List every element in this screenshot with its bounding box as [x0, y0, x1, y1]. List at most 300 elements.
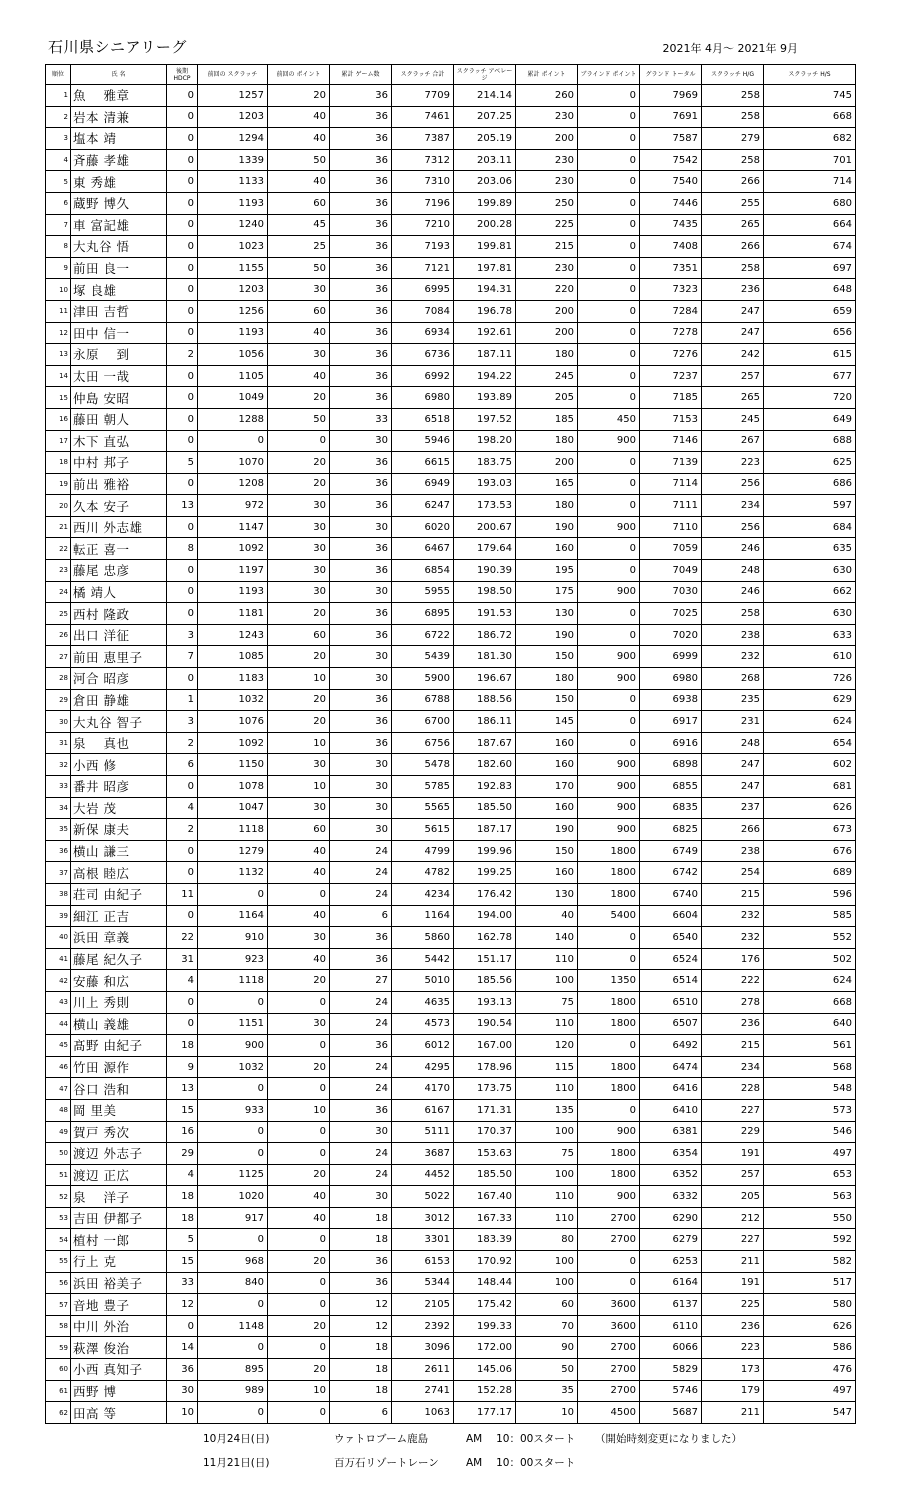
cell-scratch-total: 6518	[392, 408, 454, 430]
cell-scratch-average: 181.30	[454, 646, 516, 668]
cell-scratch-total: 6995	[392, 279, 454, 301]
cell-name: 小西 真知子	[71, 1359, 167, 1381]
table-row	[46, 581, 856, 603]
cell-scratch-hs: 676	[764, 840, 856, 862]
cell-hdcp: 0	[167, 300, 198, 322]
cell-scratch-hg: 242	[702, 344, 764, 366]
table-row	[46, 1056, 856, 1078]
cell-prev-points: 30	[268, 516, 330, 538]
cell-prev-scratch: 968	[198, 1251, 268, 1273]
cell-prev-points: 40	[268, 1207, 330, 1229]
cell-name: 西野 博	[71, 1380, 167, 1402]
cell-scratch-total: 5442	[392, 948, 454, 970]
cell-total-points: 110	[516, 1186, 578, 1208]
cell-blind-points: 0	[578, 732, 640, 754]
cell-rank: 23	[46, 560, 71, 582]
cell-rank: 42	[46, 970, 71, 992]
cell-prev-scratch: 1183	[198, 668, 268, 690]
header-row	[46, 65, 856, 85]
cell-games: 36	[330, 344, 392, 366]
table-row	[46, 991, 856, 1013]
cell-scratch-hg: 258	[702, 149, 764, 171]
cell-rank: 7	[46, 214, 71, 236]
cell-scratch-average: 197.52	[454, 408, 516, 430]
schedule-venue: 百万石リゾートレーン	[334, 1457, 439, 1469]
cell-scratch-hs: 602	[764, 754, 856, 776]
cell-total-points: 110	[516, 1207, 578, 1229]
cell-blind-points: 900	[578, 668, 640, 690]
cell-hdcp: 2	[167, 732, 198, 754]
cell-scratch-average: 176.42	[454, 883, 516, 905]
cell-scratch-average: 192.83	[454, 776, 516, 798]
cell-scratch-hg: 211	[702, 1402, 764, 1424]
cell-total-points: 100	[516, 1251, 578, 1273]
cell-prev-points: 0	[268, 1294, 330, 1316]
cell-total-points: 175	[516, 581, 578, 603]
cell-scratch-average: 152.28	[454, 1380, 516, 1402]
cell-rank: 8	[46, 236, 71, 258]
cell-blind-points: 900	[578, 776, 640, 798]
cell-grand-total: 6604	[640, 905, 702, 927]
cell-prev-points: 40	[268, 1186, 330, 1208]
cell-games: 24	[330, 1143, 392, 1165]
cell-total-points: 40	[516, 905, 578, 927]
table-row	[46, 927, 856, 949]
cell-hdcp: 29	[167, 1143, 198, 1165]
cell-games: 36	[330, 624, 392, 646]
cell-hdcp: 0	[167, 840, 198, 862]
cell-rank: 13	[46, 344, 71, 366]
cell-total-points: 100	[516, 970, 578, 992]
cell-scratch-average: 187.17	[454, 819, 516, 841]
cell-name: 藤田 朝人	[71, 408, 167, 430]
cell-scratch-hs: 476	[764, 1359, 856, 1381]
cell-scratch-total: 3096	[392, 1337, 454, 1359]
header-hdcp: 後期 HDCP	[167, 65, 198, 85]
cell-games: 36	[330, 1035, 392, 1057]
cell-scratch-average: 199.25	[454, 862, 516, 884]
cell-scratch-hg: 205	[702, 1186, 764, 1208]
cell-grand-total: 6825	[640, 819, 702, 841]
cell-scratch-hs: 726	[764, 668, 856, 690]
cell-games: 36	[330, 257, 392, 279]
cell-prev-scratch: 895	[198, 1359, 268, 1381]
cell-scratch-total: 5022	[392, 1186, 454, 1208]
cell-grand-total: 7146	[640, 430, 702, 452]
table-row	[46, 1380, 856, 1402]
cell-name: 大丸谷 智子	[71, 711, 167, 733]
cell-rank: 62	[46, 1402, 71, 1424]
cell-name: 田中 信一	[71, 322, 167, 344]
cell-scratch-hg: 238	[702, 840, 764, 862]
cell-scratch-hg: 234	[702, 495, 764, 517]
cell-rank: 46	[46, 1056, 71, 1078]
cell-hdcp: 2	[167, 819, 198, 841]
cell-grand-total: 7540	[640, 171, 702, 193]
cell-scratch-average: 198.50	[454, 581, 516, 603]
cell-hdcp: 0	[167, 236, 198, 258]
cell-scratch-hs: 552	[764, 927, 856, 949]
cell-scratch-hg: 278	[702, 991, 764, 1013]
cell-games: 30	[330, 1121, 392, 1143]
cell-hdcp: 2	[167, 344, 198, 366]
cell-scratch-total: 6700	[392, 711, 454, 733]
cell-prev-scratch: 1056	[198, 344, 268, 366]
cell-rank: 9	[46, 257, 71, 279]
cell-games: 36	[330, 711, 392, 733]
cell-blind-points: 0	[578, 128, 640, 150]
cell-grand-total: 6855	[640, 776, 702, 798]
cell-scratch-hg: 267	[702, 430, 764, 452]
cell-hdcp: 5	[167, 1229, 198, 1251]
cell-prev-points: 10	[268, 776, 330, 798]
cell-total-points: 150	[516, 646, 578, 668]
cell-scratch-hg: 266	[702, 171, 764, 193]
cell-scratch-total: 6992	[392, 365, 454, 387]
cell-scratch-total: 6895	[392, 603, 454, 625]
cell-blind-points: 900	[578, 516, 640, 538]
cell-total-points: 180	[516, 668, 578, 690]
cell-scratch-hs: 648	[764, 279, 856, 301]
header-prev-scratch: 前回の スクラッチ	[198, 65, 268, 85]
cell-scratch-hs: 664	[764, 214, 856, 236]
cell-scratch-average: 191.53	[454, 603, 516, 625]
cell-prev-points: 40	[268, 840, 330, 862]
cell-total-points: 100	[516, 1164, 578, 1186]
cell-prev-scratch: 1032	[198, 689, 268, 711]
cell-scratch-hg: 235	[702, 689, 764, 711]
cell-name: 浜田 裕美子	[71, 1272, 167, 1294]
cell-scratch-average: 194.22	[454, 365, 516, 387]
table-row	[46, 387, 856, 409]
cell-hdcp: 0	[167, 776, 198, 798]
cell-scratch-average: 193.89	[454, 387, 516, 409]
cell-name: 前田 良一	[71, 257, 167, 279]
cell-prev-points: 20	[268, 387, 330, 409]
cell-scratch-average: 187.11	[454, 344, 516, 366]
cell-scratch-hg: 223	[702, 1337, 764, 1359]
cell-prev-scratch: 0	[198, 1337, 268, 1359]
cell-name: 植村 一郎	[71, 1229, 167, 1251]
cell-scratch-hs: 682	[764, 128, 856, 150]
cell-rank: 60	[46, 1359, 71, 1381]
cell-scratch-hg: 236	[702, 1013, 764, 1035]
cell-prev-points: 40	[268, 171, 330, 193]
cell-scratch-total: 4782	[392, 862, 454, 884]
cell-scratch-total: 2392	[392, 1315, 454, 1337]
cell-grand-total: 7351	[640, 257, 702, 279]
cell-hdcp: 0	[167, 149, 198, 171]
cell-total-points: 135	[516, 1099, 578, 1121]
cell-scratch-hs: 502	[764, 948, 856, 970]
cell-hdcp: 18	[167, 1207, 198, 1229]
cell-scratch-hs: 548	[764, 1078, 856, 1100]
cell-name: 転正 喜一	[71, 538, 167, 560]
cell-grand-total: 6999	[640, 646, 702, 668]
cell-scratch-hg: 238	[702, 624, 764, 646]
cell-total-points: 75	[516, 991, 578, 1013]
cell-scratch-average: 173.53	[454, 495, 516, 517]
cell-scratch-hg: 247	[702, 300, 764, 322]
cell-rank: 4	[46, 149, 71, 171]
cell-hdcp: 6	[167, 754, 198, 776]
cell-scratch-hs: 626	[764, 797, 856, 819]
table-row	[46, 624, 856, 646]
cell-name: 行上 克	[71, 1251, 167, 1273]
cell-grand-total: 6510	[640, 991, 702, 1013]
cell-hdcp: 0	[167, 1013, 198, 1035]
cell-hdcp: 0	[167, 365, 198, 387]
cell-total-points: 160	[516, 538, 578, 560]
cell-prev-points: 20	[268, 970, 330, 992]
cell-scratch-average: 186.11	[454, 711, 516, 733]
cell-name: 藤尾 忠彦	[71, 560, 167, 582]
cell-scratch-total: 4452	[392, 1164, 454, 1186]
cell-hdcp: 30	[167, 1380, 198, 1402]
cell-blind-points: 0	[578, 85, 640, 107]
cell-rank: 22	[46, 538, 71, 560]
cell-games: 36	[330, 927, 392, 949]
cell-prev-scratch: 972	[198, 495, 268, 517]
cell-prev-scratch: 1155	[198, 257, 268, 279]
cell-grand-total: 6938	[640, 689, 702, 711]
cell-blind-points: 0	[578, 473, 640, 495]
cell-scratch-average: 145.06	[454, 1359, 516, 1381]
cell-hdcp: 8	[167, 538, 198, 560]
cell-blind-points: 4500	[578, 1402, 640, 1424]
cell-games: 12	[330, 1315, 392, 1337]
cell-scratch-hg: 246	[702, 538, 764, 560]
cell-hdcp: 3	[167, 711, 198, 733]
cell-scratch-total: 6736	[392, 344, 454, 366]
cell-games: 36	[330, 365, 392, 387]
cell-blind-points: 0	[578, 927, 640, 949]
cell-grand-total: 6332	[640, 1186, 702, 1208]
cell-grand-total: 7435	[640, 214, 702, 236]
cell-total-points: 230	[516, 149, 578, 171]
cell-scratch-total: 7196	[392, 192, 454, 214]
cell-blind-points: 0	[578, 300, 640, 322]
header-rank: 順位	[46, 65, 71, 85]
cell-prev-scratch: 1197	[198, 560, 268, 582]
cell-prev-points: 50	[268, 257, 330, 279]
table-row	[46, 1186, 856, 1208]
cell-prev-points: 0	[268, 1229, 330, 1251]
cell-rank: 45	[46, 1035, 71, 1057]
cell-name: 東 秀雄	[71, 171, 167, 193]
cell-scratch-total: 6934	[392, 322, 454, 344]
cell-prev-points: 30	[268, 344, 330, 366]
cell-rank: 24	[46, 581, 71, 603]
cell-name: 竹田 源作	[71, 1056, 167, 1078]
cell-name: 横山 謙三	[71, 840, 167, 862]
header-grand-total: グランド トータル	[640, 65, 702, 85]
cell-rank: 1	[46, 85, 71, 107]
cell-total-points: 80	[516, 1229, 578, 1251]
cell-hdcp: 0	[167, 430, 198, 452]
cell-prev-points: 10	[268, 1099, 330, 1121]
cell-grand-total: 6279	[640, 1229, 702, 1251]
cell-total-points: 245	[516, 365, 578, 387]
cell-scratch-hs: 550	[764, 1207, 856, 1229]
table-row	[46, 473, 856, 495]
cell-scratch-average: 192.61	[454, 322, 516, 344]
cell-total-points: 180	[516, 430, 578, 452]
table-row	[46, 365, 856, 387]
cell-grand-total: 7969	[640, 85, 702, 107]
cell-name: 岡 里美	[71, 1099, 167, 1121]
schedule-time: AM 10：00スタート	[466, 1433, 576, 1445]
cell-scratch-hg: 258	[702, 106, 764, 128]
cell-scratch-average: 172.00	[454, 1337, 516, 1359]
cell-prev-scratch: 1148	[198, 1315, 268, 1337]
cell-prev-points: 0	[268, 1143, 330, 1165]
cell-scratch-total: 6756	[392, 732, 454, 754]
cell-hdcp: 33	[167, 1272, 198, 1294]
cell-games: 30	[330, 646, 392, 668]
cell-hdcp: 0	[167, 387, 198, 409]
cell-grand-total: 7278	[640, 322, 702, 344]
cell-hdcp: 10	[167, 1402, 198, 1424]
cell-scratch-hg: 227	[702, 1099, 764, 1121]
cell-prev-scratch: 1279	[198, 840, 268, 862]
schedule-note: （開始時刻変更になりました）	[595, 1433, 742, 1445]
cell-grand-total: 7276	[640, 344, 702, 366]
cell-hdcp: 13	[167, 495, 198, 517]
cell-scratch-hs: 686	[764, 473, 856, 495]
cell-scratch-hs: 624	[764, 711, 856, 733]
cell-name: 吉田 伊都子	[71, 1207, 167, 1229]
cell-grand-total: 6354	[640, 1143, 702, 1165]
cell-hdcp: 0	[167, 560, 198, 582]
cell-prev-scratch: 1164	[198, 905, 268, 927]
table-row	[46, 452, 856, 474]
cell-prev-points: 0	[268, 1272, 330, 1294]
cell-total-points: 230	[516, 257, 578, 279]
cell-grand-total: 6514	[640, 970, 702, 992]
cell-prev-scratch: 1288	[198, 408, 268, 430]
cell-prev-points: 0	[268, 1337, 330, 1359]
cell-prev-scratch: 1208	[198, 473, 268, 495]
cell-prev-points: 60	[268, 624, 330, 646]
cell-hdcp: 0	[167, 128, 198, 150]
cell-scratch-total: 4295	[392, 1056, 454, 1078]
cell-prev-points: 0	[268, 1121, 330, 1143]
cell-prev-points: 10	[268, 668, 330, 690]
cell-grand-total: 6749	[640, 840, 702, 862]
cell-scratch-average: 200.28	[454, 214, 516, 236]
table-row	[46, 1251, 856, 1273]
cell-blind-points: 900	[578, 430, 640, 452]
cell-grand-total: 6352	[640, 1164, 702, 1186]
cell-scratch-hg: 256	[702, 473, 764, 495]
cell-blind-points: 450	[578, 408, 640, 430]
cell-scratch-total: 2105	[392, 1294, 454, 1316]
cell-hdcp: 0	[167, 905, 198, 927]
cell-prev-scratch: 1020	[198, 1186, 268, 1208]
cell-scratch-hg: 265	[702, 214, 764, 236]
cell-total-points: 190	[516, 819, 578, 841]
cell-total-points: 230	[516, 171, 578, 193]
cell-games: 36	[330, 538, 392, 560]
cell-scratch-total: 5344	[392, 1272, 454, 1294]
cell-rank: 28	[46, 668, 71, 690]
cell-total-points: 180	[516, 344, 578, 366]
cell-name: 久本 安子	[71, 495, 167, 517]
table-row	[46, 1207, 856, 1229]
cell-grand-total: 6540	[640, 927, 702, 949]
cell-prev-scratch: 0	[198, 1229, 268, 1251]
cell-prev-points: 60	[268, 300, 330, 322]
cell-name: 泉 真也	[71, 732, 167, 754]
cell-prev-scratch: 1147	[198, 516, 268, 538]
cell-scratch-total: 5860	[392, 927, 454, 949]
cell-name: 塚 良雄	[71, 279, 167, 301]
cell-blind-points: 0	[578, 624, 640, 646]
table-row	[46, 1078, 856, 1100]
cell-games: 18	[330, 1229, 392, 1251]
cell-scratch-average: 170.37	[454, 1121, 516, 1143]
cell-prev-points: 25	[268, 236, 330, 258]
cell-name: 前田 恵里子	[71, 646, 167, 668]
cell-total-points: 150	[516, 840, 578, 862]
cell-blind-points: 0	[578, 279, 640, 301]
cell-games: 36	[330, 214, 392, 236]
cell-blind-points: 0	[578, 948, 640, 970]
cell-prev-scratch: 1256	[198, 300, 268, 322]
cell-games: 30	[330, 430, 392, 452]
cell-scratch-hg: 211	[702, 1251, 764, 1273]
cell-scratch-total: 5111	[392, 1121, 454, 1143]
cell-grand-total: 7185	[640, 387, 702, 409]
cell-scratch-hs: 654	[764, 732, 856, 754]
cell-rank: 6	[46, 192, 71, 214]
cell-grand-total: 5687	[640, 1402, 702, 1424]
cell-scratch-average: 203.11	[454, 149, 516, 171]
cell-hdcp: 0	[167, 668, 198, 690]
cell-total-points: 145	[516, 711, 578, 733]
table-row	[46, 668, 856, 690]
cell-total-points: 200	[516, 300, 578, 322]
cell-scratch-average: 185.50	[454, 1164, 516, 1186]
cell-scratch-total: 5900	[392, 668, 454, 690]
cell-prev-scratch: 1181	[198, 603, 268, 625]
cell-scratch-hs: 610	[764, 646, 856, 668]
cell-name: 中村 邦子	[71, 452, 167, 474]
cell-scratch-average: 148.44	[454, 1272, 516, 1294]
cell-scratch-average: 203.06	[454, 171, 516, 193]
cell-scratch-total: 7387	[392, 128, 454, 150]
cell-prev-scratch: 1105	[198, 365, 268, 387]
cell-blind-points: 0	[578, 236, 640, 258]
cell-prev-scratch: 0	[198, 1121, 268, 1143]
cell-scratch-hg: 215	[702, 1035, 764, 1057]
cell-name: 高根 睦広	[71, 862, 167, 884]
cell-total-points: 75	[516, 1143, 578, 1165]
cell-scratch-hg: 232	[702, 927, 764, 949]
cell-scratch-total: 6247	[392, 495, 454, 517]
cell-games: 36	[330, 473, 392, 495]
cell-games: 24	[330, 1164, 392, 1186]
cell-grand-total: 6898	[640, 754, 702, 776]
cell-blind-points: 1800	[578, 1056, 640, 1078]
cell-hdcp: 0	[167, 516, 198, 538]
cell-games: 36	[330, 560, 392, 582]
cell-scratch-hg: 265	[702, 387, 764, 409]
table-row	[46, 1294, 856, 1316]
cell-scratch-average: 188.56	[454, 689, 516, 711]
cell-grand-total: 5829	[640, 1359, 702, 1381]
